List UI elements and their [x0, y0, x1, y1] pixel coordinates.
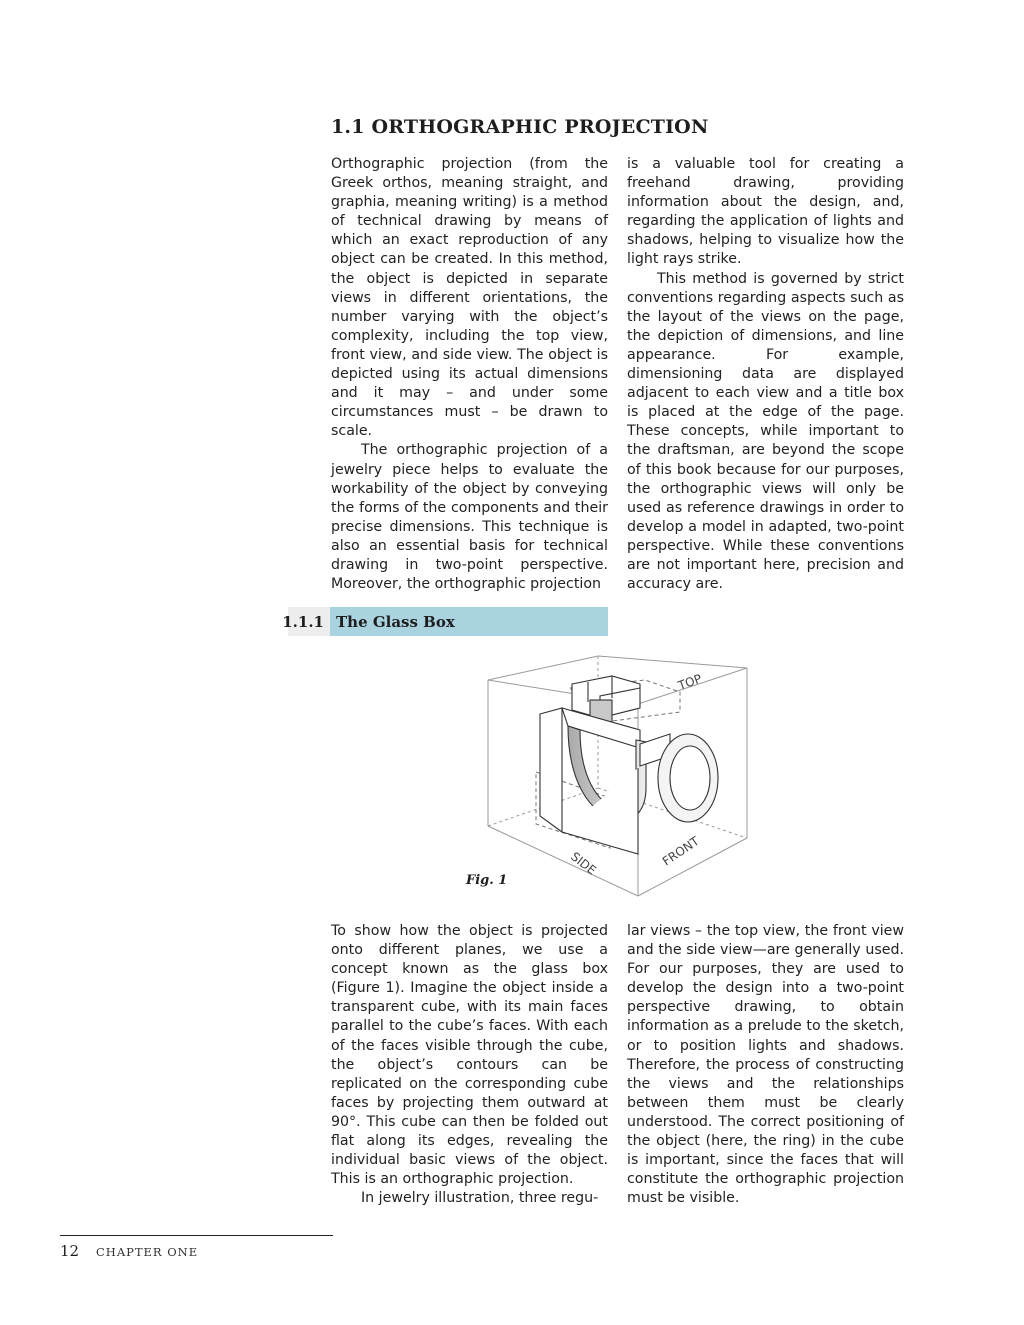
body-column-left — [331, 922, 608, 1208]
paragraph: In jewelry illustration, three regu- — [361, 1190, 599, 1207]
paragraph: To show how the object is projected onto different planes, we use a concept known as the glass box (Figure 1). Imagine the object inside a transparent cube, with its main faces parallel to the cube’s faces. With each of the faces visible through the cube, the object’s contours can be replicated on the corresponding cube faces by projecting them outward at 90°. This cube can then be folded out flat along its edges, revealing the individual basic views of the object. This is an orthographic projection. — [331, 923, 608, 1188]
figure-caption: Fig. 1 — [466, 873, 508, 888]
paragraph: This method is governed by strict conventions regarding aspects such as the layout of the views on the page, the depiction of dimensions, and line appearance. For example, dimensioning data are displayed adjacent to each view and a title box is placed at the edge of the page. These concepts, while important to the draftsman, are beyond the scope of this book because for our purposes, the orthographic views will only be used as reference drawings in order to develop a model in adapted, two-point perspective. While these conventions are not important here, precision and accuracy are. — [627, 270, 904, 593]
intro-column-right — [627, 155, 904, 594]
footer-rule — [60, 1235, 333, 1236]
running-head: CHAPTER ONE — [96, 1245, 199, 1259]
paragraph: Orthographic projection (from the Greek orthos, meaning straight, and graphia, meaning writing) is a method of technical drawing by means of which an exact reproduction of any object can be created. In this method, the object is depicted in separate views in different orientations, the number varying with the object’s complexity, including the top view, front view, and side view. The object is depicted using its actual dimensions and it may – and under some circumstances must – be drawn to scale. — [331, 156, 608, 440]
paragraph: lar views – the top view, the front view and the side view—are generally used. For our purposes, they are used to develop the design into a two-point perspective drawing, to obtain information as a prelude to the sketch, or to position lights and shadows. Therefore, the process of constructing the views and the relationships between them must be clearly understood. The correct positioning of the object (here, the ring) in the cube is important, since the faces that will constitute the orthographic projection must be visible. — [627, 923, 904, 1207]
front-label: FRONT — [659, 833, 702, 869]
intro-column-left — [331, 155, 608, 594]
paragraph: is a valuable tool for creating a freehand drawing, providing information about the design, and, regarding the application of lights and shadows, helping to visualize how the light rays strike. — [627, 156, 904, 268]
ring-object — [540, 676, 718, 854]
subsection-title: The Glass Box — [336, 612, 455, 631]
body-column-right — [627, 922, 904, 1208]
top-label: TOP — [676, 671, 704, 693]
section-title: 1.1 ORTHOGRAPHIC PROJECTION — [331, 116, 709, 138]
page-number: 12 — [60, 1242, 80, 1260]
side-label: SIDE — [568, 849, 599, 878]
paragraph: The orthographic projection of a jewelry piece helps to evaluate the workability of the object by conveying the forms of the components and their precise dimensions. This technique is also an essential basis for technical drawing in two-point perspective. Moreover, the orthographic projection — [331, 442, 608, 593]
subsection-number: 1.1.1 — [288, 607, 330, 636]
subsection-heading — [282, 607, 608, 636]
glass-box-figure — [440, 648, 780, 898]
